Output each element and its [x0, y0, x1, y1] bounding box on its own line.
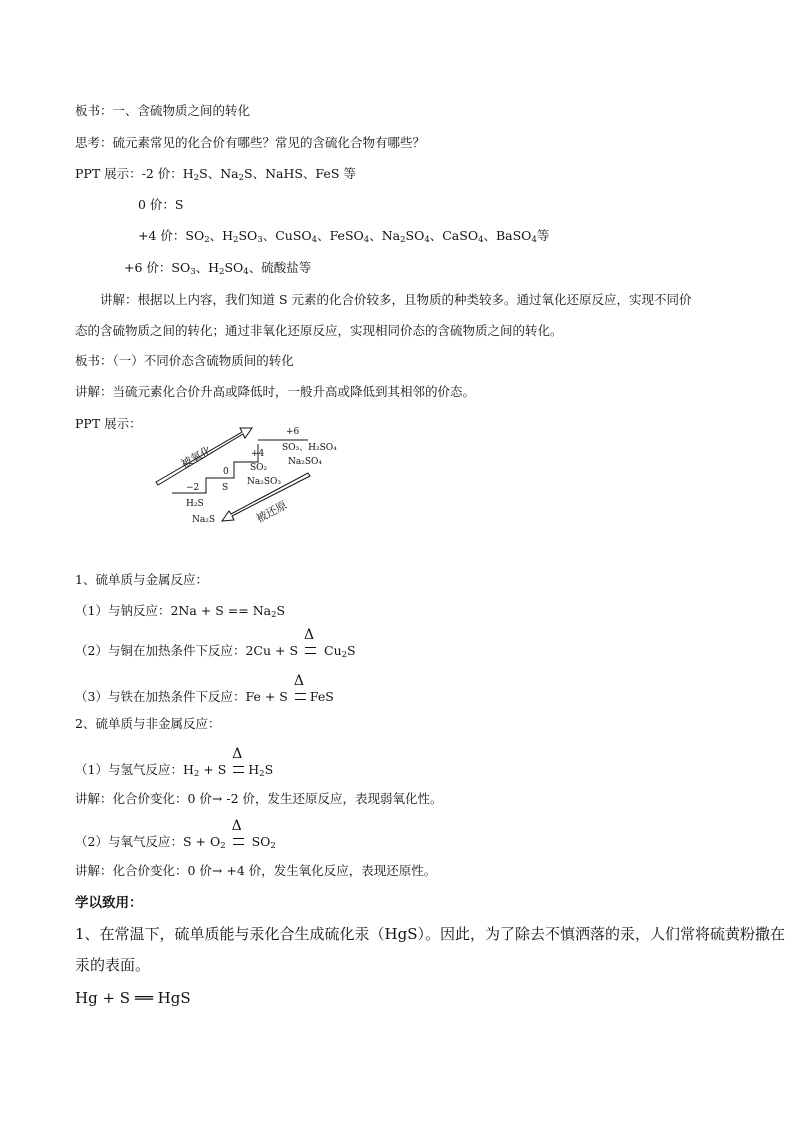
heating-arrow: Δ	[230, 834, 248, 846]
reaction-iron: （3）与铁在加热条件下反应：Fe + S Δ FeS	[75, 673, 334, 704]
apply-equation: Hg + S ══ HgS	[75, 989, 191, 1007]
heading-sulfur-conversion: 板书：一、含硫物质之间的转化	[75, 103, 251, 118]
ppt-label-diagram: PPT 展示：	[75, 416, 142, 431]
heating-arrow: Δ	[302, 643, 320, 655]
species-na2so4: Na₂SO₄	[288, 457, 323, 467]
explain-paragraph-line1: 讲解：根据以上内容，我们知道 S 元素的化合价较多，且物质的种类较多。通过氧化还原反应，实现不同价	[100, 292, 692, 307]
section-nonmetal-reactions: 2、硫单质与非金属反应：	[75, 716, 221, 731]
ppt-valence-plus4: +4 价：$SO_2$、$H_2SO_3$、CuSO$_4$、FeSO$_4$、$Na_2SO_4$、CaSO$_4$、BaSO$_4$等	[138, 228, 550, 245]
valence-minus2: −2	[186, 483, 200, 493]
valence-staircase-diagram	[150, 420, 370, 530]
reaction-oxygen: （2）与氧气反应：$S + O_2$ Δ $SO_2$	[75, 818, 276, 851]
heating-arrow: Δ	[292, 689, 310, 701]
valence-zero: 0	[223, 467, 229, 477]
label-reduced: 被还原	[253, 498, 290, 526]
species-so2: SO₂	[250, 463, 268, 473]
valence-plus6: +6	[286, 427, 300, 437]
ppt-valence-minus2: PPT 展示：-2 价：$H_2S$、$Na_2S$、NaHS、FeS 等	[75, 166, 356, 183]
heating-arrow: Δ	[230, 762, 248, 774]
apply-title: 学以致用：	[75, 895, 143, 911]
apply-paragraph-line1: 1、在常温下，硫单质能与汞化合生成硫化汞（HgS）。因此，为了除去不慎洒落的汞，人们常将硫黄粉撒在	[75, 925, 786, 943]
species-so3-h2so4: SO₃、H₂SO₄	[282, 443, 337, 453]
valence-plus4: +4	[251, 449, 265, 459]
explain-oxidation: 讲解：化合价变化：0 价→ +4 价，发生氧化反应，表现还原性。	[75, 863, 437, 878]
reaction-copper: （2）与铜在加热条件下反应：2Cu + S Δ $Cu_2S$	[75, 627, 356, 660]
species-na2s: Na₂S	[192, 515, 216, 525]
species-na2so3: Na₂SO₃	[247, 477, 282, 487]
explain-adjacent-valence: 讲解：当硫元素化合价升高或降低时，一般升高或降低到其相邻的价态。	[75, 384, 476, 399]
species-s: S	[222, 483, 229, 493]
ppt-valence-zero: 0 价：S	[138, 197, 184, 212]
heading-different-valence: 板书：（一）不同价态含硫物质间的转化	[75, 353, 294, 368]
explain-paragraph-line2: 态的含硫物质之间的转化；通过非氧化还原反应，实现相同价态的含硫物质之间的转化。	[75, 323, 563, 338]
ppt-valence-plus6: +6 价：$SO_3$、$H_2SO_4$、硫酸盐等	[124, 260, 312, 277]
species-h2s: H₂S	[186, 499, 204, 509]
think-question: 思考：硫元素常见的化合价有哪些？常见的含硫化合物有哪些？	[75, 135, 426, 150]
section-metal-reactions: 1、硫单质与金属反应：	[75, 572, 208, 587]
apply-paragraph-line2: 汞的表面。	[75, 956, 151, 974]
explain-reduction: 讲解：化合价变化：0 价→ -2 价，发生还原反应，表现弱氧化性。	[75, 791, 443, 806]
label-oxidized: 被氧化	[178, 443, 215, 471]
reaction-sodium: （1）与钠反应：$2Na + S == Na_2S$	[75, 603, 286, 620]
reaction-hydrogen: （1）与氢气反应：$H_2 + S$ Δ $H_2S$	[75, 746, 274, 779]
